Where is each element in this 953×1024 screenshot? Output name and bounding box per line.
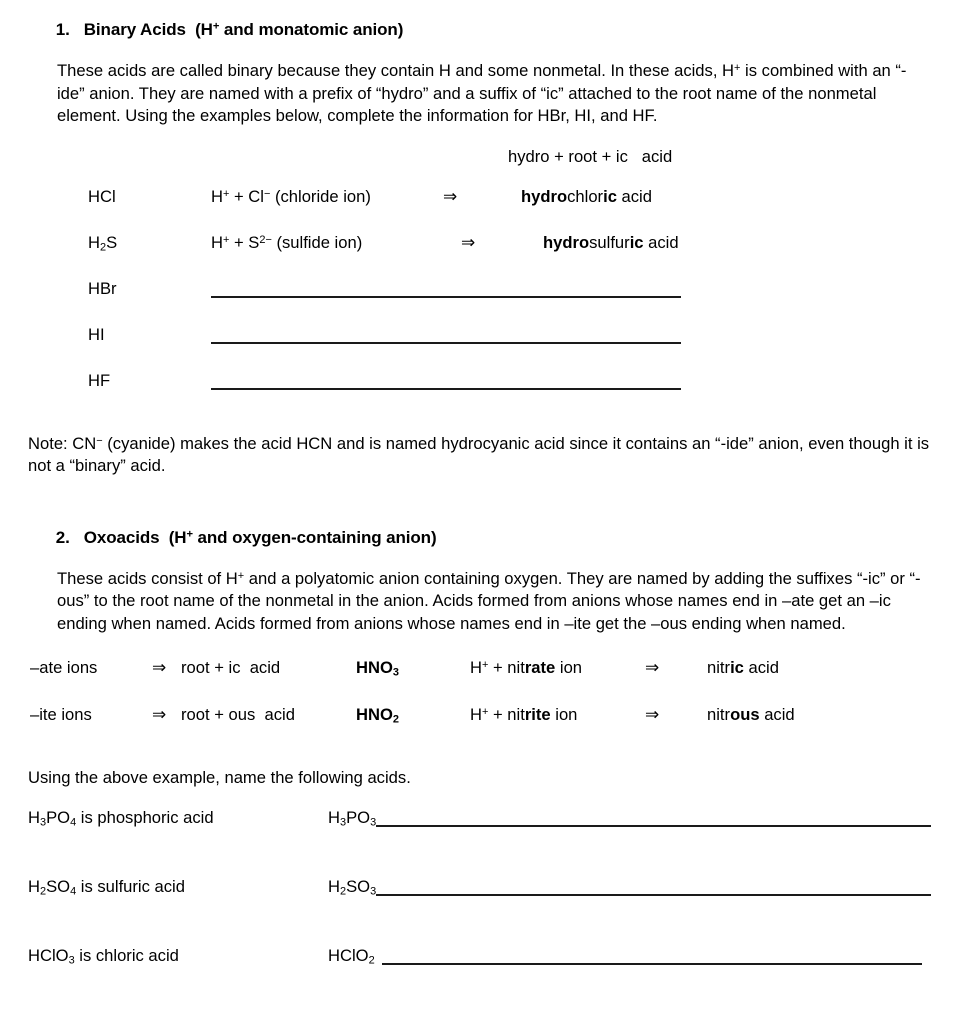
section-1-body-part2: is combined with an “-ide” anion. They are named with a prefix of “hydro” and a suffix of “ic” attached to the root name of the nonmetal element. Using the examples below, complete the information for HBr, HI, and HF. bbox=[57, 61, 907, 126]
formula-text: H bbox=[88, 232, 100, 252]
section-2-body-part2: and a polyatomic anion containing oxygen. They are named by adding the suffixes “-ic” or “-ous” to the root name of the nonmetal in the anion. Acids formed from anions whose names end in –ate get an –ic ending when named. Acids formed from anions whose names end in –ite get the –ous ending when named. bbox=[57, 568, 921, 633]
exercises-table bbox=[0, 808, 953, 1015]
table-row bbox=[0, 233, 953, 279]
section-1-heading bbox=[0, 0, 953, 60]
formula-text: HCl bbox=[88, 186, 116, 206]
table-row bbox=[0, 705, 795, 752]
section-binary-acids bbox=[0, 0, 953, 478]
name-word-acid: acid bbox=[616, 186, 652, 206]
ion-suffix: rate bbox=[524, 657, 556, 677]
blank-line[interactable] bbox=[376, 894, 931, 896]
section-2-title: Oxoacids (H bbox=[83, 527, 187, 547]
exercise-instruction: Using the above example, name the following acids. bbox=[28, 767, 411, 787]
ion-charge: + bbox=[222, 233, 230, 246]
ion-part: + nit bbox=[488, 704, 525, 724]
formula-text: HF bbox=[88, 370, 111, 390]
formula-text: HNO bbox=[356, 657, 393, 677]
formula-subscript: 2 bbox=[392, 712, 399, 725]
name-prefix: hydro bbox=[521, 186, 568, 206]
formula-subscript: 2 bbox=[39, 884, 47, 897]
anion-nitrite bbox=[470, 705, 645, 752]
formula-subscript: 3 bbox=[339, 815, 347, 828]
section-1-title-superscript: + bbox=[212, 20, 220, 33]
formula-subscript: 3 bbox=[392, 665, 399, 678]
ion-charge: − bbox=[263, 187, 271, 200]
arrow-glyph: ⇒ bbox=[461, 232, 476, 252]
anion-nitrate bbox=[470, 658, 645, 705]
formula-text: H bbox=[328, 807, 340, 827]
name-suffix: ic bbox=[603, 186, 617, 206]
binary-acids-table bbox=[0, 187, 953, 417]
ion-charge: + bbox=[481, 658, 489, 671]
table-row bbox=[0, 279, 953, 325]
acid-name-hydrosulfuric bbox=[521, 233, 953, 279]
ion-label: (chloride ion) bbox=[270, 186, 371, 206]
blank-line[interactable] bbox=[376, 825, 931, 827]
formula-text: H bbox=[28, 876, 40, 896]
section-2-title-rest: and oxygen-containing anion) bbox=[192, 527, 437, 547]
acid-formula-hf bbox=[0, 371, 211, 417]
table-row bbox=[0, 187, 953, 233]
formula-text: HClO bbox=[28, 945, 69, 965]
formula-text: H bbox=[28, 807, 40, 827]
ion-part: + nit bbox=[488, 657, 525, 677]
formula-hno3 bbox=[356, 658, 470, 705]
name-word-acid: acid bbox=[743, 657, 779, 677]
answer-blank-hf[interactable] bbox=[211, 371, 953, 417]
name-suffix: ic bbox=[730, 657, 744, 677]
given-answer: is chloric acid bbox=[74, 945, 179, 965]
answer-blank-hbr[interactable] bbox=[211, 279, 953, 325]
section-1-body-superscript: + bbox=[734, 61, 741, 74]
implies-arrow-icon bbox=[645, 658, 707, 705]
exercise-prompt-h2so3[interactable] bbox=[328, 877, 953, 946]
implies-arrow-icon bbox=[645, 705, 707, 752]
given-answer: is phosphoric acid bbox=[76, 807, 214, 827]
name-suffix: ous bbox=[730, 704, 760, 724]
acid-name-nitrous bbox=[707, 705, 795, 752]
section-2-heading bbox=[0, 508, 953, 568]
formula-subscript: 2 bbox=[339, 884, 347, 897]
name-word-acid: acid bbox=[759, 704, 795, 724]
exercise-given-h2so4 bbox=[0, 877, 328, 946]
name-root: nitr bbox=[707, 657, 731, 677]
exercise-given-hclo3 bbox=[0, 946, 328, 1015]
formula-text: HClO bbox=[328, 945, 369, 965]
arrow-glyph: ⇒ bbox=[645, 657, 660, 677]
blank-line[interactable] bbox=[382, 963, 922, 965]
formula-text: HBr bbox=[88, 278, 117, 298]
ion-part: + S bbox=[229, 232, 260, 252]
ion-label: ion bbox=[550, 704, 578, 724]
name-suffix: ic bbox=[629, 232, 644, 252]
section-1-title-rest: and monatomic anion) bbox=[219, 20, 404, 39]
formula-text: PO bbox=[346, 807, 371, 827]
formula-subscript: 2 bbox=[368, 953, 375, 966]
table-row bbox=[0, 877, 953, 946]
formula-text: S bbox=[106, 232, 118, 252]
ion-part: H bbox=[211, 186, 223, 206]
formula-text: PO bbox=[46, 807, 71, 827]
given-answer: is sulfuric acid bbox=[76, 876, 185, 896]
naming-pattern-ic: root + ic acid bbox=[181, 657, 281, 677]
cyanide-note bbox=[28, 433, 931, 478]
name-root: nitr bbox=[707, 704, 731, 724]
ion-label: ion bbox=[555, 657, 583, 677]
formula-subscript: 2 bbox=[99, 241, 107, 254]
acid-formula-hcl bbox=[0, 187, 211, 233]
table-row bbox=[0, 808, 953, 877]
name-root: chlor bbox=[567, 186, 604, 206]
formula-text: SO bbox=[46, 876, 71, 896]
name-prefix: hydro bbox=[543, 232, 590, 252]
table-row bbox=[0, 371, 953, 417]
formula-subscript: 4 bbox=[70, 815, 77, 828]
table-row bbox=[0, 325, 953, 371]
ion-type-ate: –ate ions bbox=[30, 657, 98, 677]
name-root: sulfur bbox=[589, 232, 630, 252]
binary-acid-format-header: hydro + root + ic acid bbox=[508, 146, 673, 166]
formula-subscript: 3 bbox=[370, 884, 377, 897]
blank-line[interactable] bbox=[211, 296, 681, 298]
arrow-glyph: ⇒ bbox=[645, 704, 660, 724]
section-2-body bbox=[57, 568, 929, 636]
blank-line[interactable] bbox=[211, 388, 681, 390]
acid-formula-h2s bbox=[0, 233, 211, 279]
acid-ions-hcl bbox=[211, 187, 443, 233]
formula-hno2 bbox=[356, 705, 470, 752]
table-row bbox=[0, 658, 795, 705]
exercise-prompt-h3po3[interactable] bbox=[328, 808, 953, 877]
ion-type-ite: –ite ions bbox=[30, 704, 92, 724]
acid-formula-hbr bbox=[0, 279, 211, 325]
ion-label: (sulfide ion) bbox=[271, 232, 363, 252]
note-charge: − bbox=[96, 434, 103, 447]
section-1-body-part1: These acids are called binary because they contain H and some nonmetal. In these acids, H bbox=[57, 61, 735, 80]
section-1-number: 1. bbox=[55, 20, 70, 39]
ion-part: H bbox=[470, 704, 482, 724]
note-part1: Note: CN bbox=[28, 433, 97, 453]
implies-arrow-icon bbox=[152, 705, 181, 752]
ion-charge: + bbox=[481, 705, 489, 718]
formula-text: HNO bbox=[356, 704, 393, 724]
ion-suffix: rite bbox=[524, 704, 551, 724]
ion-part: H bbox=[211, 232, 223, 252]
exercise-given-h3po4 bbox=[0, 808, 328, 877]
implies-arrow-icon bbox=[152, 658, 181, 705]
arrow-glyph: ⇒ bbox=[152, 657, 167, 677]
ion-charge: + bbox=[222, 187, 230, 200]
section-2-body-part1: These acids consist of H bbox=[57, 568, 238, 588]
acid-formula-hi bbox=[0, 325, 211, 371]
arrow-glyph: ⇒ bbox=[152, 704, 167, 724]
section-oxoacids bbox=[0, 508, 953, 1015]
ion-part: + Cl bbox=[229, 186, 264, 206]
formula-text: H bbox=[328, 876, 340, 896]
implies-arrow-icon bbox=[443, 187, 521, 233]
naming-pattern-ous: root + ous acid bbox=[181, 704, 295, 724]
note-part2: (cyanide) makes the acid HCN and is named hydrocyanic acid since it contains an “-ide” anion, even though it is not a “binary” acid. bbox=[28, 433, 930, 476]
acid-name-hydrochloric bbox=[521, 187, 953, 233]
acid-name-nitric bbox=[707, 658, 795, 705]
implies-arrow-icon bbox=[443, 233, 521, 279]
exercise-prompt-hclo2[interactable] bbox=[328, 946, 953, 1015]
formula-subscript: 3 bbox=[39, 815, 47, 828]
answer-blank-hi[interactable] bbox=[211, 325, 953, 371]
blank-line[interactable] bbox=[211, 342, 681, 344]
acid-ions-h2s bbox=[211, 233, 443, 279]
formula-text: HI bbox=[88, 324, 105, 344]
ion-charge: 2− bbox=[259, 233, 272, 246]
section-2-body-superscript: + bbox=[237, 569, 245, 582]
formula-subscript: 3 bbox=[68, 953, 75, 966]
formula-text: SO bbox=[346, 876, 371, 896]
ion-part: H bbox=[470, 657, 482, 677]
oxoacids-examples-table bbox=[0, 658, 795, 752]
name-word-acid: acid bbox=[643, 232, 679, 252]
formula-subscript: 4 bbox=[70, 884, 77, 897]
section-1-body bbox=[57, 60, 929, 128]
section-1-title: Binary Acids (H bbox=[83, 20, 213, 39]
table-row bbox=[0, 946, 953, 1015]
section-2-title-superscript: + bbox=[186, 528, 193, 541]
formula-subscript: 3 bbox=[370, 815, 377, 828]
section-2-number: 2. bbox=[55, 527, 70, 547]
arrow-glyph: ⇒ bbox=[443, 186, 458, 206]
